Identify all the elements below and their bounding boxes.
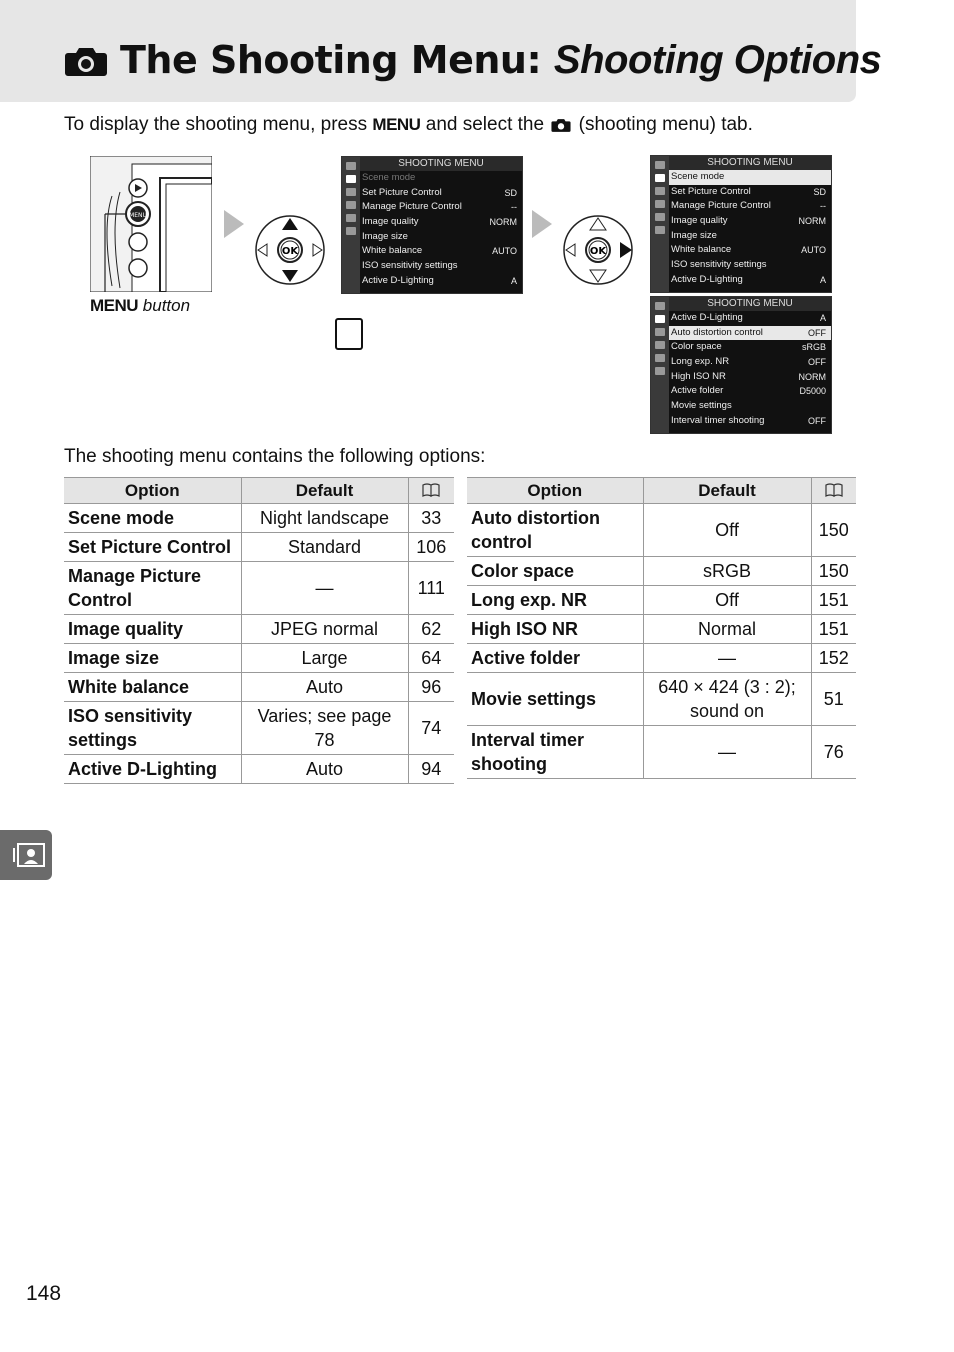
cell-default: Night landscape	[241, 504, 408, 533]
col-page	[811, 478, 856, 504]
lcd-row-value: SD	[813, 186, 826, 197]
step-arrow-2	[532, 210, 552, 238]
book-icon	[825, 482, 843, 502]
menu-button-caption	[90, 296, 190, 316]
cell-page: 106	[408, 533, 454, 562]
multi-selector-right	[562, 214, 634, 286]
lcd-row-label: Image size	[362, 230, 408, 242]
lcd-row-value: --	[820, 201, 826, 212]
lcd-row-label: White balance	[362, 245, 423, 257]
cell-default: Off	[643, 586, 811, 615]
lcd-menu-row	[360, 259, 522, 274]
intro-text	[64, 114, 753, 139]
cell-default: sRGB	[643, 557, 811, 586]
tab-highlight-box	[335, 318, 363, 350]
cell-page: 51	[811, 673, 856, 726]
lcd-menu-row	[669, 370, 831, 385]
lcd-row-value: AUTO	[492, 246, 517, 257]
lcd-row-value: OFF	[808, 357, 826, 368]
lcd-title: SHOOTING MENU	[360, 157, 522, 171]
lcd-row-value: sRGB	[801, 342, 826, 353]
lcd-row-value: A	[819, 313, 826, 323]
lcd-row-label: Color space	[671, 341, 722, 353]
table-row	[64, 615, 454, 644]
cell-page: 33	[408, 504, 454, 533]
cell-page: 150	[811, 504, 856, 557]
lcd-menu-row	[669, 199, 831, 214]
lcd-row-label: High ISO NR	[671, 370, 726, 382]
col-default: Default	[241, 478, 408, 504]
cell-default: Auto	[241, 755, 408, 784]
lcd-menu-row	[360, 274, 522, 289]
lcd-row-value: OFF	[808, 415, 826, 426]
lcd-row-value: SD	[504, 187, 517, 198]
ok-label: OK	[589, 246, 607, 257]
table-row	[64, 533, 454, 562]
table-row	[467, 615, 856, 644]
lcd-row-label: ISO sensitivity settings	[671, 259, 767, 271]
intro-part3: (shooting menu) tab.	[578, 114, 753, 135]
lcd-menu-row	[360, 200, 522, 215]
cell-default: 640 × 424 (3 : 2); sound on	[643, 673, 811, 726]
lcd-row-label: ISO sensitivity settings	[362, 260, 458, 272]
lcd-menu-row	[669, 214, 831, 229]
lcd-menu-row	[669, 399, 831, 414]
lcd-screen-1	[341, 156, 523, 294]
menu-keyword: MENU	[372, 115, 421, 134]
camera-icon	[551, 117, 571, 139]
table-row	[64, 673, 454, 702]
lcd-row-label: Image size	[671, 229, 717, 241]
cell-default: Standard	[241, 533, 408, 562]
lcd-title: SHOOTING MENU	[669, 297, 831, 311]
cell-option: Long exp. NR	[467, 586, 643, 615]
table-lead-text: The shooting menu contains the following options:	[64, 446, 486, 467]
section-tab-marker	[0, 830, 52, 880]
intro-part1: To display the shooting menu, press	[64, 114, 368, 135]
cell-page: 150	[811, 557, 856, 586]
lcd-row-label: Auto distortion control	[671, 326, 763, 338]
lcd-row-value: NORM	[489, 217, 517, 228]
lcd-menu-row	[669, 355, 831, 370]
lcd-row-label: Movie settings	[671, 400, 732, 412]
table-row	[64, 644, 454, 673]
cell-option: Scene mode	[64, 504, 241, 533]
cell-option: Set Picture Control	[64, 533, 241, 562]
cell-page: 94	[408, 755, 454, 784]
lcd-row-label: Set Picture Control	[362, 186, 442, 198]
table-row	[467, 644, 856, 673]
lcd-menu-row	[669, 326, 831, 341]
lcd-row-label: Image quality	[362, 216, 419, 228]
lcd-row-label: Active D-Lighting	[671, 312, 743, 323]
col-option: Option	[467, 478, 643, 504]
cell-default: JPEG normal	[241, 615, 408, 644]
lcd-row-value: NORM	[798, 371, 826, 382]
cell-page: 62	[408, 615, 454, 644]
lcd-row-label: Interval timer shooting	[671, 414, 765, 426]
cell-page: 74	[408, 702, 454, 755]
cell-page: 64	[408, 644, 454, 673]
lcd-row-label: Active D-Lighting	[671, 273, 743, 285]
cell-page: 76	[811, 726, 856, 779]
cell-default: Normal	[643, 615, 811, 644]
lcd-row-label: Scene mode	[362, 172, 416, 183]
lcd-row-label: Set Picture Control	[671, 185, 751, 197]
cell-option: Manage Picture Control	[64, 562, 241, 615]
lcd-menu-row	[669, 384, 831, 399]
col-default: Default	[643, 478, 811, 504]
cell-option: Color space	[467, 557, 643, 586]
lcd-row-label: Active D-Lighting	[362, 274, 434, 286]
intro-part2: and select the	[425, 114, 545, 135]
cell-option: Active folder	[467, 644, 643, 673]
lcd-menu-row	[669, 258, 831, 273]
options-table-left	[64, 477, 454, 784]
lcd-menu-row	[669, 311, 831, 326]
cell-default: Large	[241, 644, 408, 673]
col-option: Option	[64, 478, 241, 504]
page-title	[64, 38, 881, 86]
options-table-right	[467, 477, 856, 779]
title-main: The Shooting Menu:	[120, 38, 542, 82]
multi-selector-up-down	[254, 214, 326, 286]
cell-option: High ISO NR	[467, 615, 643, 644]
ok-label: OK	[281, 246, 299, 257]
shooting-menu-tab-icon	[0, 830, 52, 880]
table-row	[467, 673, 856, 726]
camera-icon	[64, 42, 108, 86]
cell-page: 151	[811, 615, 856, 644]
lcd-row-value: OFF	[808, 327, 826, 338]
lcd-row-label: Image quality	[671, 215, 728, 227]
lcd-menu-row	[669, 243, 831, 258]
lcd-menu-row	[669, 185, 831, 200]
cell-page: 111	[408, 562, 454, 615]
cell-page: 96	[408, 673, 454, 702]
cell-option: Image size	[64, 644, 241, 673]
table-row	[64, 562, 454, 615]
book-icon	[422, 482, 440, 502]
lcd-row-label: White balance	[671, 244, 732, 256]
table-row	[64, 702, 454, 755]
lcd-menu-row	[669, 229, 831, 244]
table-row	[467, 726, 856, 779]
cell-option: Movie settings	[467, 673, 643, 726]
lcd-row-label: Manage Picture Control	[671, 200, 771, 212]
instruction-figure	[0, 150, 954, 440]
lcd-screen-3	[650, 296, 832, 434]
lcd-row-label: Long exp. NR	[671, 356, 730, 368]
lcd-menu-row	[360, 186, 522, 201]
col-page	[408, 478, 454, 504]
lcd-menu-row	[360, 215, 522, 230]
cell-page: 152	[811, 644, 856, 673]
table-row	[467, 586, 856, 615]
cell-default: —	[241, 562, 408, 615]
cell-option: Interval timer shooting	[467, 726, 643, 779]
lcd-menu-row	[669, 273, 831, 288]
camera-back-illustration	[90, 156, 212, 292]
lcd-row-value: A	[510, 275, 517, 286]
table-row	[64, 504, 454, 533]
lcd-row-value: A	[819, 274, 826, 285]
lcd-row-label: Manage Picture Control	[362, 201, 462, 213]
cell-option: ISO sensitivity settings	[64, 702, 241, 755]
caption-keyword: MENU	[90, 296, 139, 315]
svg-text:MENU: MENU	[129, 212, 147, 219]
lcd-row-value: D5000	[799, 386, 826, 397]
lcd-row-value: --	[511, 202, 517, 213]
cell-default: Varies; see page 78	[241, 702, 408, 755]
lcd-row-label: Active folder	[671, 385, 724, 397]
cell-page: 151	[811, 586, 856, 615]
lcd-row-label: Scene mode	[671, 171, 725, 182]
lcd-screen-2	[650, 155, 832, 293]
lcd-menu-row	[669, 414, 831, 429]
table-row	[64, 755, 454, 784]
cell-default: Off	[643, 504, 811, 557]
cell-default: Auto	[241, 673, 408, 702]
cell-option: Auto distortion control	[467, 504, 643, 557]
table-row	[467, 504, 856, 557]
lcd-row-value: AUTO	[801, 245, 826, 256]
lcd-menu-row	[360, 230, 522, 245]
lcd-row-value: NORM	[798, 216, 826, 227]
cell-default: —	[643, 644, 811, 673]
lcd-menu-row	[360, 171, 522, 186]
lcd-menu-row	[360, 244, 522, 259]
lcd-title: SHOOTING MENU	[669, 156, 831, 170]
cell-option: Active D-Lighting	[64, 755, 241, 784]
cell-default: —	[643, 726, 811, 779]
page-number: 148	[26, 1282, 62, 1305]
cell-option: Image quality	[64, 615, 241, 644]
table-row	[467, 557, 856, 586]
lcd-menu-row	[669, 170, 831, 185]
caption-text: button	[142, 296, 191, 315]
lcd-menu-row	[669, 340, 831, 355]
title-italic: Shooting Options	[553, 38, 882, 82]
step-arrow-1	[224, 210, 244, 238]
cell-option: White balance	[64, 673, 241, 702]
